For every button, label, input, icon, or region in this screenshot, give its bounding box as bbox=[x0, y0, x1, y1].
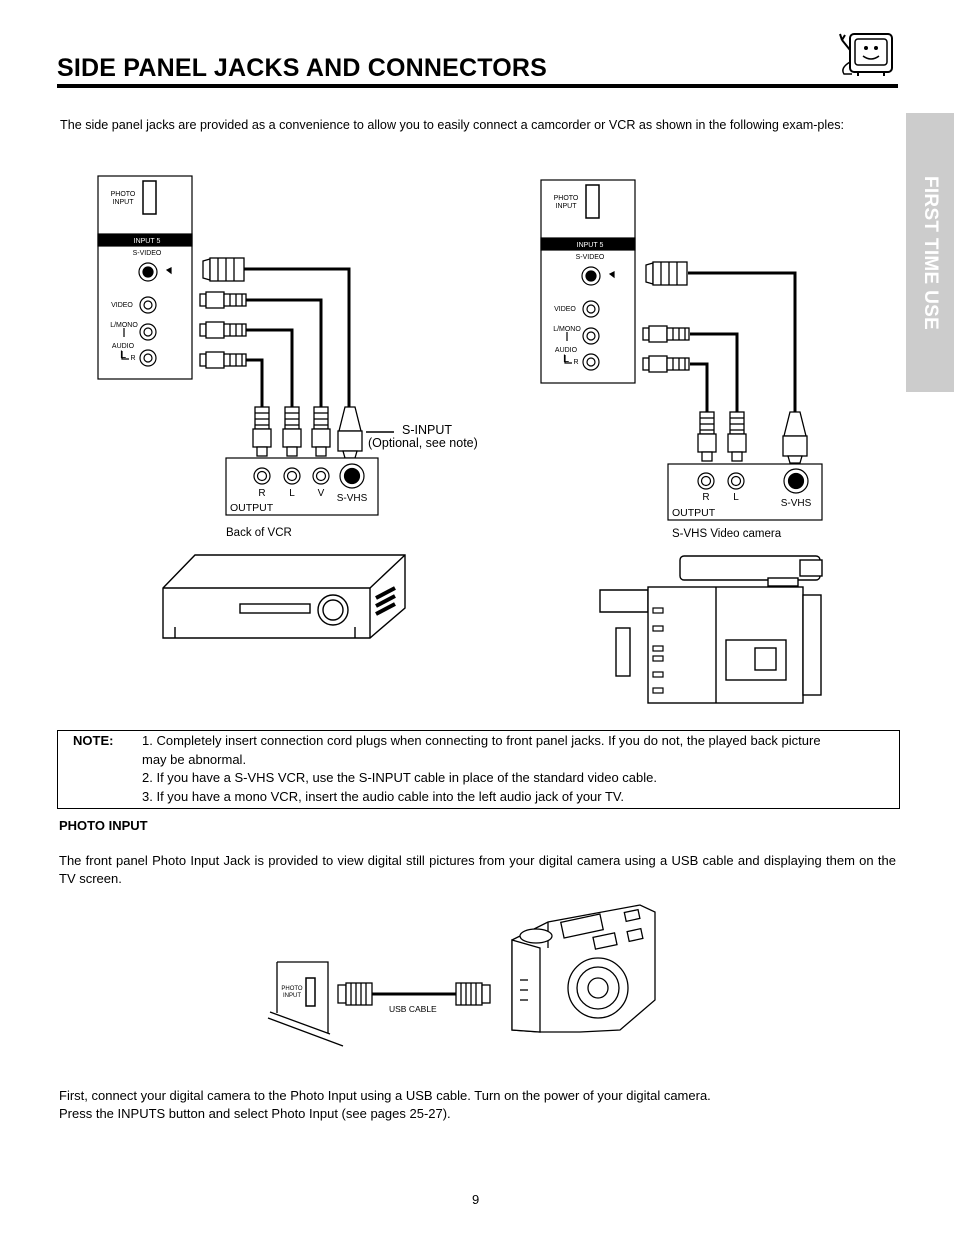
photo-input-label-1: PHOTO bbox=[110, 191, 136, 198]
lmono-label-right: L/MONO bbox=[553, 326, 581, 333]
rca-plugs-vcr-bottom bbox=[253, 407, 362, 458]
svideo-label-left: S-VIDEO bbox=[132, 250, 162, 257]
rca-plugs-left bbox=[200, 292, 246, 368]
page-number: 9 bbox=[472, 1192, 480, 1207]
photo-input-heading: PHOTO INPUT bbox=[59, 818, 148, 833]
back-of-vcr-label: Back of VCR bbox=[226, 527, 292, 539]
vcr-output-label: OUTPUT bbox=[230, 502, 274, 514]
optional-label: (Optional, see note) bbox=[368, 436, 478, 450]
photo-input-label-r2: INPUT bbox=[555, 203, 577, 210]
photo-input-panel bbox=[268, 962, 343, 1046]
photo-input-label-r1: PHOTO bbox=[553, 195, 579, 202]
sinput-label: S-INPUT bbox=[402, 423, 452, 437]
intro-text: The side panel jacks are provided as a convenience to allow you to easily connect a camcorder or VCR as shown in the following exam-ples: bbox=[60, 118, 845, 132]
vcr-jack-v: V bbox=[317, 488, 325, 499]
page-title: SIDE PANEL JACKS AND CONNECTORS bbox=[57, 54, 548, 82]
camcorder-illustration bbox=[600, 556, 822, 703]
input5-label-left: INPUT 5 bbox=[133, 238, 161, 245]
usb-photo-label-2: INPUT bbox=[283, 993, 301, 999]
camera-jack-r: R bbox=[702, 492, 710, 503]
svideo-plug-right bbox=[646, 262, 687, 285]
usb-camera-diagram bbox=[255, 895, 675, 1055]
camera-svhs-label: S-VHS bbox=[780, 498, 812, 509]
rca-plugs-camera-bottom bbox=[698, 412, 807, 463]
input5-label-right: INPUT 5 bbox=[576, 242, 604, 249]
r-label-right: R bbox=[573, 359, 579, 366]
vcr-jack-l: L bbox=[289, 488, 295, 499]
side-tab bbox=[906, 113, 954, 392]
vcr-svhs-label: S-VHS bbox=[336, 493, 368, 504]
title-rule bbox=[57, 84, 898, 88]
l-label-right: L bbox=[563, 353, 570, 365]
rca-plugs-right bbox=[643, 326, 689, 372]
l-label-left: L bbox=[120, 349, 127, 361]
final-line-2: Press the INPUTS button and select Photo Input (see pages 25-27). bbox=[59, 1106, 451, 1121]
note-label: NOTE: bbox=[73, 733, 114, 748]
camera-output-label: OUTPUT bbox=[672, 507, 716, 519]
note-line-1: 1. Completely insert connection cord plugs when connecting to front panel jacks. If you do not, the played back picture bbox=[142, 733, 821, 748]
vcr-cables bbox=[244, 269, 349, 407]
lmono-label-left: L/MONO bbox=[110, 322, 138, 329]
note-line-1b: may be abnormal. bbox=[142, 752, 247, 767]
usb-photo-label-1: PHOTO bbox=[281, 986, 303, 992]
video-label-left: VIDEO bbox=[111, 302, 133, 309]
final-line-1: First, connect your digital camera to the Photo Input using a USB cable. Turn on the power of your digital camera. bbox=[59, 1088, 711, 1103]
camera-cables bbox=[688, 273, 795, 412]
connection-diagram bbox=[0, 160, 900, 720]
side-tab-label: FIRST TIME USE bbox=[920, 175, 941, 331]
note-line-3: 3. If you have a mono VCR, insert the audio cable into the left audio jack of your TV. bbox=[142, 789, 625, 804]
svideo-plug-left bbox=[203, 258, 244, 281]
camera-jack-l: L bbox=[733, 492, 739, 503]
vcr-illustration bbox=[163, 555, 405, 638]
photo-input-text: The front panel Photo Input Jack is provided to view digital still pictures from your digital camera using a USB cable and displaying them on the TV screen. bbox=[59, 853, 896, 886]
svideo-label-right: S-VIDEO bbox=[575, 254, 605, 261]
usb-cable bbox=[338, 983, 490, 1005]
tv-mascot-icon bbox=[836, 28, 898, 78]
photo-input-label-2: INPUT bbox=[112, 199, 134, 206]
note-line-2: 2. If you have a S-VHS VCR, use the S-INPUT cable in place of the standard video cable. bbox=[142, 770, 657, 785]
usb-cable-label: USB CABLE bbox=[389, 1004, 437, 1014]
vcr-jack-r: R bbox=[258, 488, 266, 499]
audio-label-left: AUDIO bbox=[111, 343, 135, 350]
svhs-camera-label: S-VHS Video camera bbox=[672, 528, 782, 540]
r-label-left: R bbox=[130, 355, 136, 362]
digital-camera-illustration bbox=[512, 905, 655, 1032]
audio-label-right: AUDIO bbox=[554, 347, 578, 354]
video-label-right: VIDEO bbox=[554, 306, 576, 313]
